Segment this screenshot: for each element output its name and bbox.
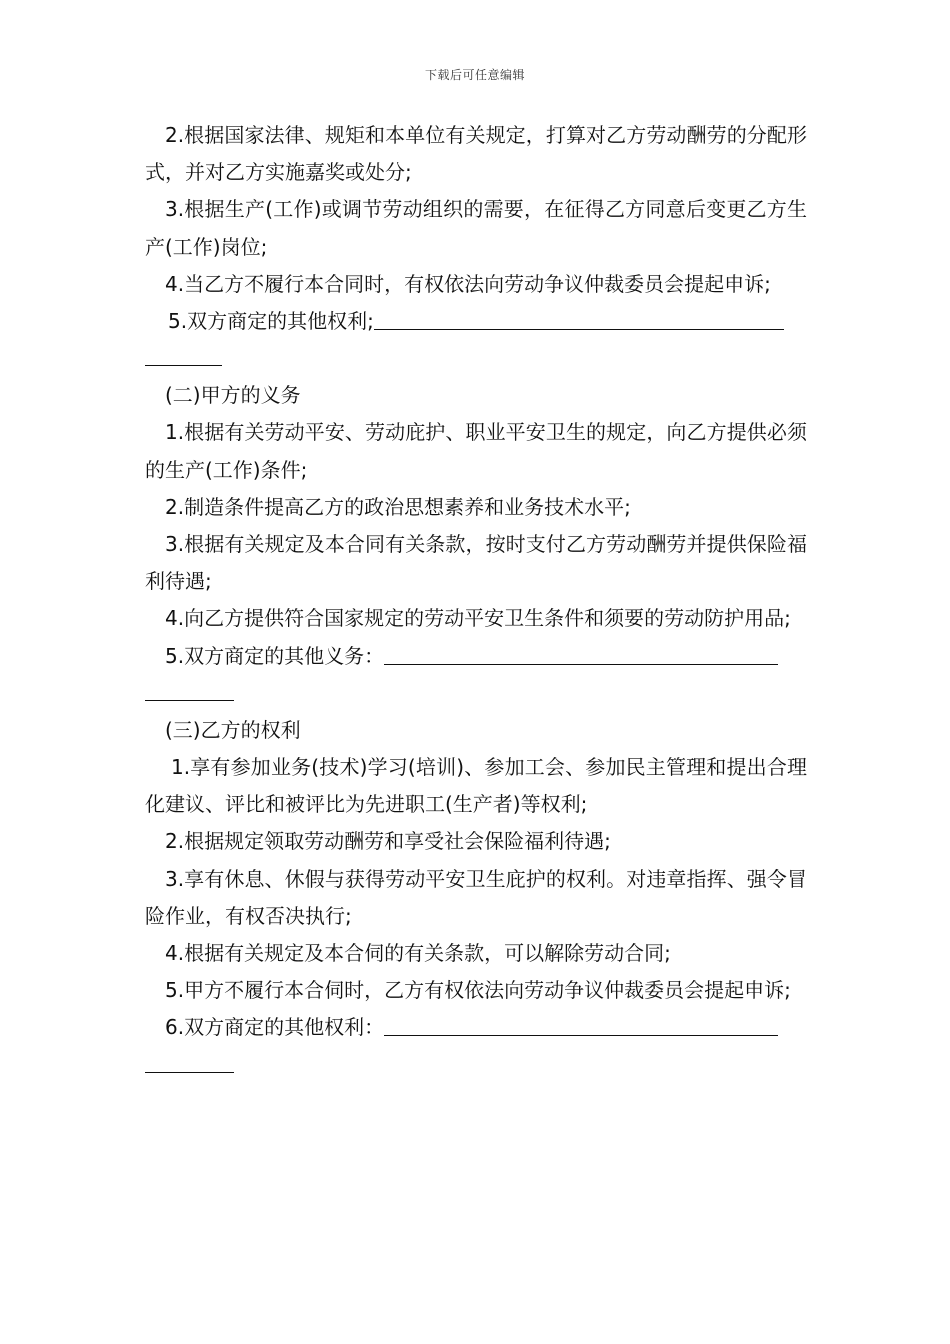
employer-duty-4: 4.向乙方提供符合国家规定的劳动平安卫生条件和须要的劳动防护用品; — [165, 606, 791, 631]
employee-right-6 — [145, 1009, 807, 1046]
employer-duty-5 — [145, 638, 807, 675]
fill-in-blank-line — [384, 1011, 778, 1036]
page-header: 下载后可任意编辑 — [424, 68, 525, 82]
employer-right-5-label: 5.双方商定的其他权利; — [168, 309, 374, 334]
fill-in-blank-line — [374, 305, 784, 330]
employer-duty-1: 1.根据有关劳动平安、劳动庇护、职业平安卫生的规定，向乙方提供必须的生产(工作)条件; — [145, 420, 807, 482]
employee-right-6-label: 6.双方商定的其他权利： — [165, 1015, 385, 1040]
employer-right-4: 4.当乙方不履行本合同时，有权依法向劳动争议仲裁委员会提起申诉; — [165, 271, 771, 296]
employer-duty-2: 2.制造条件提高乙方的政治思想素养和业务技术水平; — [165, 494, 631, 519]
employer-right-2: 2.根据国家法律、规矩和本单位有关规定，打算对乙方劳动酬劳的分配形式，并对乙方实施嘉奖或处分; — [145, 123, 807, 185]
section-title-employee-rights: (三)乙方的权利 — [165, 717, 301, 742]
fill-in-blank-continuation — [145, 340, 807, 377]
employee-right-3: 3.享有休息、休假与获得劳动平安卫生庇护的权利。对违章指挥、强令冒险作业，有权否决执行; — [145, 866, 807, 928]
employer-right-5 — [145, 303, 807, 340]
employer-duty-3: 3.根据有关规定及本合同有关条款，按时支付乙方劳动酬劳并提供保险福利待遇; — [145, 532, 807, 594]
document-body — [145, 117, 807, 1084]
employee-right-5: 5.甲方不履行本合伺时，乙方有权依法向劳动争议仲裁委员会提起申诉; — [165, 978, 791, 1003]
fill-in-blank-line — [384, 640, 778, 665]
employee-right-1: 1.享有参加业务(技术)学习(培训)、参加工会、参加民主管理和提出合理化建议、评比和被评比为先进职工(生产者)等权利; — [145, 755, 807, 817]
employee-right-4: 4.根据有关规定及本合伺的有关条款，可以解除劳动合同; — [165, 941, 671, 966]
fill-in-blank-continuation — [145, 1047, 807, 1084]
section-title-employer-duties: (二)甲方的义务 — [165, 383, 301, 408]
employer-right-3: 3.根据生产(工作)或调节劳动组织的需要，在征得乙方同意后变更乙方生产(工作)岗位; — [145, 197, 807, 259]
fill-in-blank-continuation — [145, 675, 807, 712]
employee-right-2: 2.根据规定领取劳动酬劳和享受社会保险福利待遇; — [165, 829, 611, 854]
employer-duty-5-label: 5.双方商定的其他义务： — [165, 643, 385, 668]
